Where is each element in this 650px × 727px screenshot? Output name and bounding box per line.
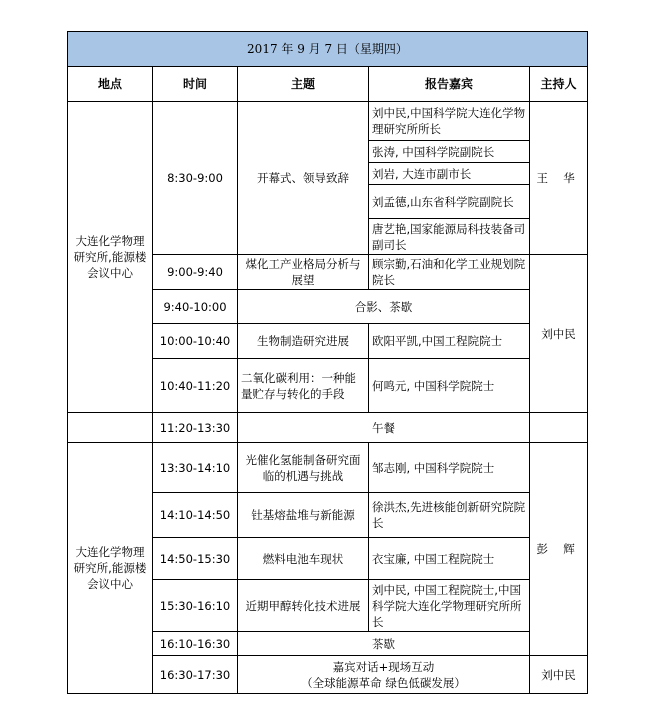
header-topic: 主题 — [238, 67, 369, 102]
speaker-cell: 刘中民, 中国工程院院士,中国科学院大连化学物理研究所所长 — [369, 580, 530, 632]
time-cell: 16:30-17:30 — [153, 656, 238, 694]
speaker-cell: 衣宝廉, 中国工程院院士 — [369, 538, 530, 580]
time-cell: 8:30-9:00 — [153, 102, 238, 255]
header-host: 主持人 — [530, 67, 588, 102]
time-cell: 13:30-14:10 — [153, 443, 238, 493]
time-cell: 11:20-13:30 — [153, 413, 238, 443]
schedule-date-title: 2017 年 9 月 7 日（星期四） — [68, 32, 588, 67]
speaker-cell: 邹志刚, 中国科学院院士 — [369, 443, 530, 493]
topic-cell: 燃料电池车现状 — [238, 538, 369, 580]
header-time: 时间 — [153, 67, 238, 102]
time-cell: 10:00-10:40 — [153, 324, 238, 359]
host-cell-empty — [530, 413, 588, 443]
host-cell: 刘中民 — [530, 255, 588, 413]
host-cell: 王 华 — [530, 102, 588, 255]
break-cell: 茶歇 — [238, 632, 530, 656]
topic-cell: 开幕式、领导致辞 — [238, 102, 369, 255]
topic-cell: 生物制造研究进展 — [238, 324, 369, 359]
host-cell: 彭 辉 — [530, 443, 588, 656]
host-cell: 刘中民 — [530, 656, 588, 694]
speaker-cell: 张涛, 中国科学院副院长 — [369, 141, 530, 163]
dialogue-title: 嘉宾对话+现场互动 — [332, 659, 435, 674]
topic-cell: 钍基熔盐堆与新能源 — [238, 493, 369, 538]
time-cell: 15:30-16:10 — [153, 580, 238, 632]
venue-cell-afternoon: 大连化学物理研究所,能源楼会议中心 — [68, 443, 153, 694]
dialogue-cell — [238, 656, 530, 694]
speaker-cell: 欧阳平凯,中国工程院院士 — [369, 324, 530, 359]
speaker-cell: 顾宗勤,石油和化学工业规划院院长 — [369, 255, 530, 290]
speaker-cell: 何鸣元, 中国科学院院士 — [369, 359, 530, 413]
venue-cell-morning: 大连化学物理研究所,能源楼会议中心 — [68, 102, 153, 413]
topic-cell: 光催化氢能制备研究面临的机遇与挑战 — [238, 443, 369, 493]
schedule-table — [67, 31, 588, 694]
speaker-cell: 唐艺艳,国家能源局科技装备司副司长 — [369, 219, 530, 255]
speaker-cell: 刘中民,中国科学院大连化学物理研究所所长 — [369, 102, 530, 141]
topic-cell: 近期甲醇转化技术进展 — [238, 580, 369, 632]
dialogue-subtitle: （全球能源革命 绿色低碳发展） — [301, 675, 466, 690]
speaker-cell: 徐洪杰,先进核能创新研究院院长 — [369, 493, 530, 538]
speaker-cell: 刘岩, 大连市副市长 — [369, 163, 530, 185]
time-cell: 9:40-10:00 — [153, 290, 238, 324]
break-cell: 合影、茶歇 — [238, 290, 530, 324]
lunch-cell: 午餐 — [238, 413, 530, 443]
time-cell: 10:40-11:20 — [153, 359, 238, 413]
time-cell: 9:00-9:40 — [153, 255, 238, 290]
venue-cell-empty — [68, 413, 153, 443]
header-venue: 地点 — [68, 67, 153, 102]
time-cell: 16:10-16:30 — [153, 632, 238, 656]
time-cell: 14:50-15:30 — [153, 538, 238, 580]
time-cell: 14:10-14:50 — [153, 493, 238, 538]
topic-cell: 二氧化碳利用：一种能量贮存与转化的手段 — [238, 359, 369, 413]
topic-cell: 煤化工产业格局分析与展望 — [238, 255, 369, 290]
header-speaker: 报告嘉宾 — [369, 67, 530, 102]
speaker-cell: 刘孟德,山东省科学院副院长 — [369, 185, 530, 219]
